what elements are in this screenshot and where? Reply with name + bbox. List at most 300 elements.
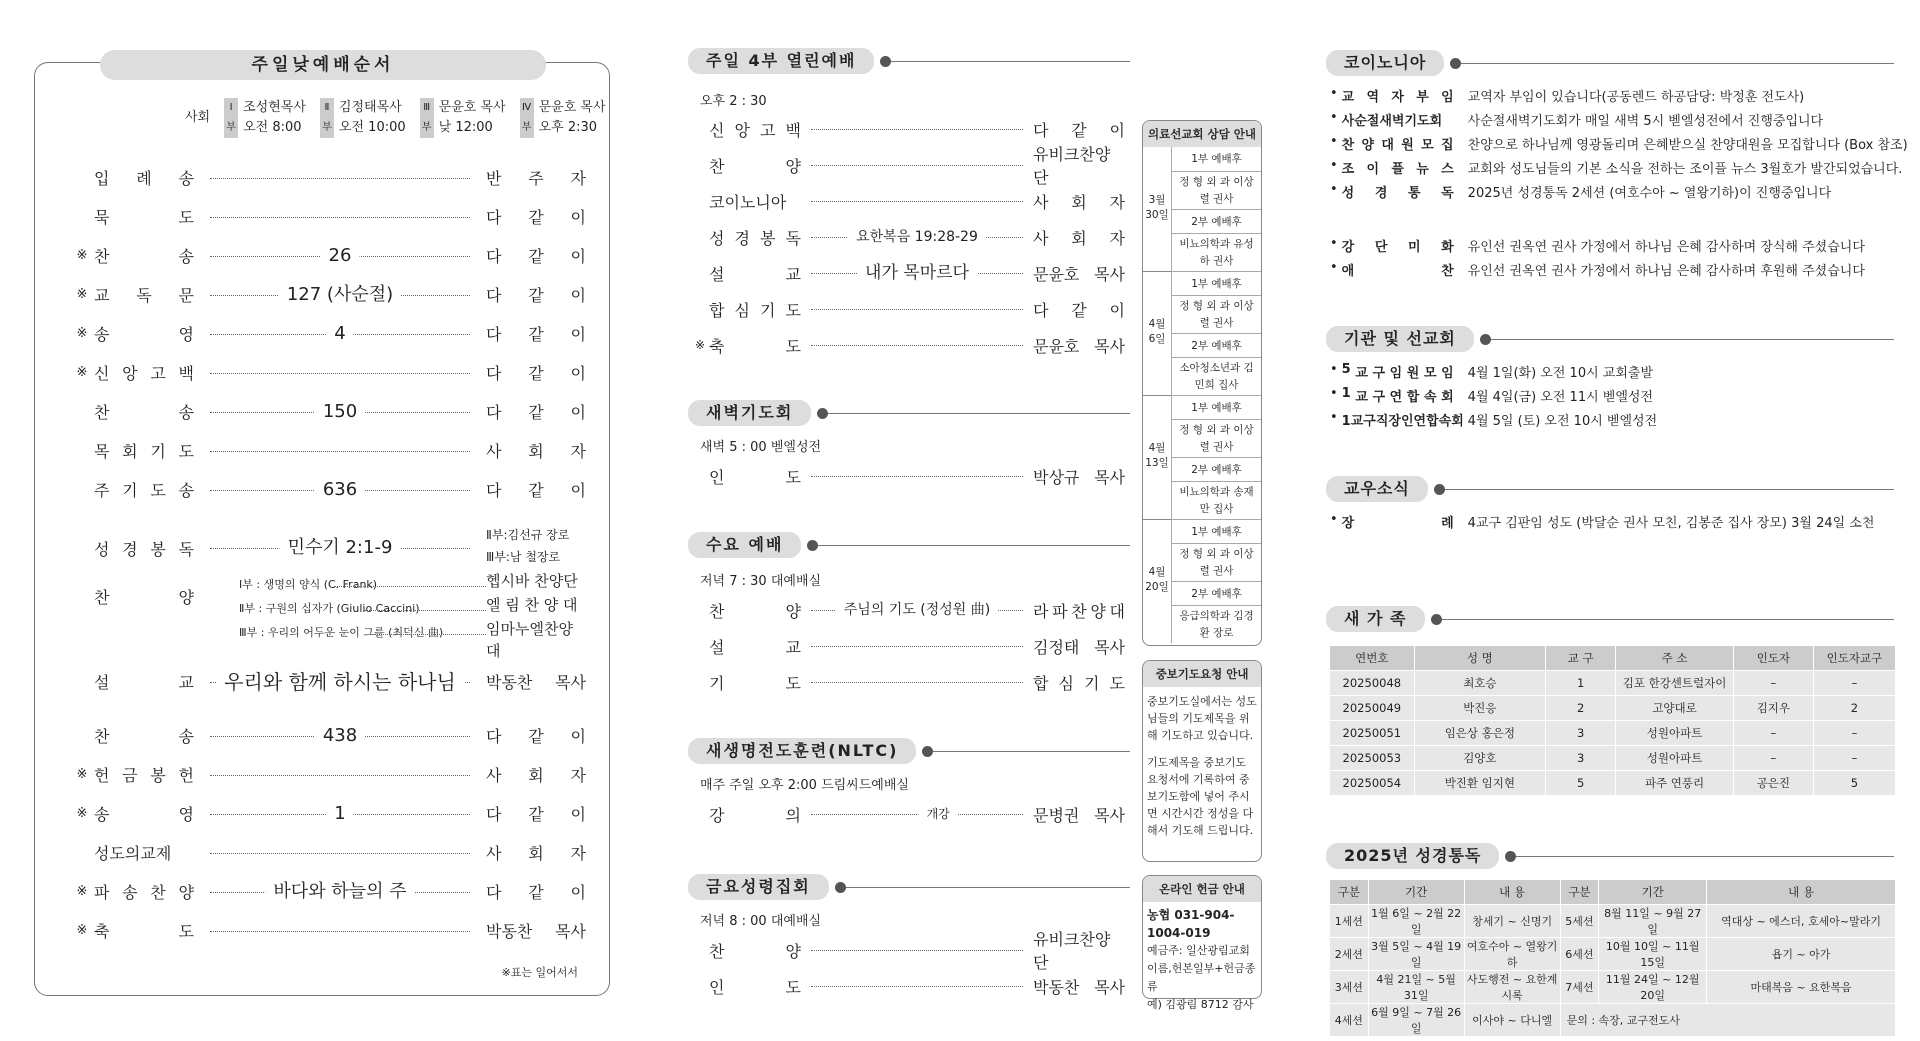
dotted-leader [811,129,1023,130]
row-performer: 박상규 목사 [1033,467,1125,487]
news-item [1330,110,1823,129]
table-cell: 파주 연풍리 [1616,771,1734,796]
row-detail: 주님의 기도 (정성원 曲) [836,600,998,620]
offering-format: 이름,헌본일부+헌금종류 [1147,962,1256,993]
newfamily-header: 새 가 족 [1326,606,1894,632]
bullet: • [1330,110,1338,125]
offering-title: 온라인 헌금 안내 [1143,876,1261,902]
counsel-entry: 비뇨의학과 유성하 권사 [1171,233,1261,271]
table-header: 인도자 [1733,646,1813,671]
table-cell: 1월 6일 ~ 2월 22일 [1368,905,1464,938]
medical-counsel-title: 의료선교회 상담 안내 [1143,121,1261,147]
counsel-date: 3월 30일 [1145,194,1169,221]
row-performer: 다 같 이 [1033,120,1125,140]
service-row [695,670,1125,694]
row-leader [811,299,1023,319]
row-label: 성도의교제 [94,844,172,863]
row-performer: 박동찬 목사 [1033,977,1125,997]
row-mark: ※ [76,923,88,938]
row-label: 찬 양 [94,588,194,607]
anthem-choir: 임마누엘찬양대 [486,620,573,660]
header-rule [846,887,1130,888]
row-leader [811,466,1023,486]
anthem-choir: 엘 림 찬 양 대 [486,596,578,614]
news-text: 찬양으로 하나님께 영광돌리며 은혜받으실 찬양대원을 모집합니다 (Box 참조) [1467,138,1908,153]
row-performer: 합 심 기 도 [1033,673,1125,693]
counsel-entry: 2부 예배후 [1171,333,1261,357]
counsel-entry: 소아청소년과 김민희 집사 [1171,357,1261,395]
bullet: • [1330,86,1338,101]
bullet: • [1330,134,1338,149]
section-time: 저녁 8 : 00 대예배실 [700,914,822,929]
row-leader [811,335,1023,355]
news-key: 1 교 구 연 합 속 회 [1341,386,1454,405]
table-row [1330,905,1896,938]
row-label: 기 도 [709,673,801,693]
table-cell: 욥기 ~ 아가 [1707,938,1896,971]
table-cell: – [1733,746,1813,771]
news-key: 성 경 통 독 [1341,186,1454,201]
row-label: 찬 양 [709,601,801,621]
medical-counsel-box [1142,120,1262,646]
row-performer: 사 회 자 [1033,192,1125,212]
dotted-leader [811,814,1023,815]
header-rule [933,751,1130,752]
row-label: 설 교 [94,673,194,692]
service-row [695,802,1125,826]
bullet: • [1330,260,1338,275]
table-cell: 20250051 [1330,721,1414,746]
row-detail: 636 [315,480,365,500]
row-performer: 다 같 이 [486,286,586,305]
news-item [1330,386,1653,405]
section-title: 금요성령집회 [688,874,829,900]
bullet: • [1330,182,1338,197]
dotted-leader [811,309,1023,310]
row-label: 성 경 봉 독 [94,539,194,559]
row-leader [811,227,1023,247]
table-row [1330,671,1896,696]
table-header: 구분 [1560,880,1599,905]
table-cell: – [1813,671,1895,696]
section-header-s5 [688,876,1130,898]
table-cell: 창세기 ~ 신명기 [1464,905,1560,938]
table-cell: 6월 9일 ~ 7월 26일 [1368,1004,1464,1037]
table-cell: 2 [1546,696,1616,721]
table-cell: 5 [1813,771,1895,796]
header-dot [835,882,846,893]
row-performer: 사 회 자 [486,766,586,785]
counsel-entry: 정 형 외 과 이상렬 권사 [1171,295,1261,333]
sunday-order-title: 주일낮예배순서 [100,50,546,80]
table-row [1330,696,1896,721]
counsel-entry: 2부 예배후 [1171,581,1261,605]
news-text: 4교구 김판임 성도 (박달순 권사 모친, 김봉준 집사 장모) 3월 24일 소천 [1467,516,1875,531]
dotted-leader [811,345,1023,346]
table-header: 내 용 [1464,880,1560,905]
table-cell: 고양대로 [1616,696,1734,721]
table-cell: 3월 5일 ~ 4월 19일 [1368,938,1464,971]
section-time: 새벽 5 : 00 벧엘성전 [700,440,822,455]
service-row [695,974,1125,998]
counsel-date: 4월 13일 [1145,442,1169,469]
row-label: 설 교 [709,264,801,284]
dotted-leader [811,201,1023,202]
anthem-choir: 헵시바 찬양단 [486,572,578,590]
table-cell: 성원아파트 [1616,721,1734,746]
header-rule [818,545,1130,546]
row-leader [811,804,1023,824]
bible-header: 2025년 성경통독 [1326,843,1894,869]
row-detail: 127 (사순절) [279,285,401,305]
row-label: 찬 송 [94,247,194,266]
service-row [695,117,1125,141]
row-performer: 다 같 이 [486,364,586,383]
row-detail: 우리와 함께 하시는 하나님 [216,672,464,692]
row-performer: 다 같 이 [486,727,586,746]
members-header: 교우소식 [1326,476,1894,502]
row-label: 입 례 송 [94,169,194,188]
section-header-s1 [688,50,1130,72]
row-detail: 민수기 2:1-9 [280,538,401,558]
row-performer: 라 파 찬 양 대 [1033,601,1125,621]
counsel-entry: 정 형 외 과 이상렬 권사 [1171,543,1261,581]
row-label: 인 도 [709,467,801,487]
row-label: 강 의 [709,805,801,825]
table-cell: 문의 : 속장, 교구전도사 [1560,1004,1895,1037]
row-performer: 유비크찬양단 [1033,930,1111,972]
row-label: 교 독 문 [94,286,194,305]
table-cell: 4월 21일 ~ 5월 31일 [1368,971,1464,1004]
bullet: • [1330,158,1338,173]
counsel-entry: 정 형 외 과 이상렬 권사 [1171,171,1261,209]
news-item [1330,86,1804,105]
bible-reading-table [1330,880,1896,1036]
row-performer: 사 회 자 [486,442,586,461]
row-detail: 바다와 하늘의 주 [265,882,414,902]
news-key: 강 단 미 화 [1341,240,1454,255]
news-key: 애 찬 [1341,264,1454,279]
service-row [695,598,1125,622]
reader-2: Ⅱ부:김선규 장로 [486,528,570,542]
row-detail: 150 [315,402,365,422]
table-cell: 사도행전 ~ 요한계시록 [1464,971,1560,1004]
intercession-box [1142,660,1262,862]
news-item [1330,410,1657,429]
row-mark: ※ [76,287,88,302]
service-row [695,145,1125,187]
row-mark: ※ [76,806,88,821]
table-cell: 3세션 [1330,971,1368,1004]
row-label: 합 심 기 도 [709,300,801,320]
row-performer: 다 같 이 [486,805,586,824]
counsel-date: 4월 6일 [1148,318,1166,345]
table-cell: 2 [1813,696,1895,721]
news-text: 사순절새벽기도회가 매일 새벽 5시 벧엘성전에서 진행중입니다 [1467,114,1824,129]
table-row [1330,721,1896,746]
table-cell: 5세션 [1560,905,1599,938]
news-text: 교역자 부임이 있습니다(공동렌드 하공담당: 박정훈 전도사) [1467,90,1805,105]
row-label: 찬 양 [709,156,801,176]
row-performer: 김정태 목사 [1033,637,1125,657]
table-header: 기간 [1599,880,1707,905]
table-cell: 5 [1546,771,1616,796]
row-performer: 박동찬 목사 [486,673,586,692]
row-label: 인 도 [709,977,801,997]
row-performer: 다 같 이 [1033,300,1125,320]
row-mark: ※ [76,365,88,380]
table-cell: 김양호 [1414,746,1545,771]
row-leader [811,263,1023,283]
counsel-date: 4월 20일 [1145,566,1169,593]
section-time: 오후 2 : 30 [700,94,767,109]
dotted-leader [811,950,1023,951]
section-header-s4 [688,740,1130,762]
table-header: 내 용 [1707,880,1896,905]
row-leader [811,600,1023,620]
row-label: 신 앙 고 백 [94,364,194,383]
footnote: ※표는 일어서서 [501,966,578,979]
row-label: 파 송 찬 양 [94,883,194,902]
koinonia-header: 코이노니아 [1326,50,1894,76]
row-label: 목 회 기 도 [94,442,194,461]
intercession-p1: 중보기도실에서는 성도님들의 기도제목을 위해 기도하고 있습니다. [1147,695,1257,742]
reader-3: Ⅲ부:남 철장로 [486,550,561,564]
table-header: 교 구 [1546,646,1616,671]
table-cell: 2세션 [1330,938,1368,971]
row-detail: 내가 목마르다 [857,263,977,283]
table-header: 주 소 [1616,646,1734,671]
table-cell: 성원아파트 [1616,746,1734,771]
section-title: 수요 예배 [688,532,801,558]
service-row [695,634,1125,658]
news-key: 찬 양 대 원 모 집 [1341,138,1454,153]
section-time: 저녁 7 : 30 대예배실 [700,574,822,589]
anthem-title: Ⅰ부 : 생명의 양식 (C. Frank) [239,578,378,591]
news-item [1330,158,1902,177]
table-header: 구분 [1330,880,1368,905]
table-cell: 박진환 임지현 [1414,771,1545,796]
row-mark: ※ [76,248,88,263]
news-key: 5 교 구 임 원 모 임 [1341,362,1454,381]
bullet: • [1330,362,1338,377]
section-title: 주일 4부 열린예배 [688,48,874,74]
row-mark: ※ [76,884,88,899]
row-leader [811,119,1023,139]
row-label: 성 경 봉 독 [709,228,801,248]
table-cell: 8월 11일 ~ 9월 27일 [1599,905,1707,938]
row-label: 찬 송 [94,403,194,422]
row-leader [811,636,1023,656]
table-cell: 20250054 [1330,771,1414,796]
table-cell: 10월 10일 ~ 11월 15일 [1599,938,1707,971]
row-performer: 문윤호 목사 [1033,264,1125,284]
table-cell: 20250053 [1330,746,1414,771]
row-leader [811,976,1023,996]
table-cell: – [1813,746,1895,771]
table-cell: – [1813,721,1895,746]
row-label: 축 도 [709,336,801,356]
row-label: 찬 송 [94,727,194,746]
row-label: 신 앙 고 백 [709,120,801,140]
news-key: 조 이 플 뉴 스 [1341,162,1454,177]
table-cell: 3 [1546,721,1616,746]
row-performer: 사 회 자 [486,844,586,863]
row-performer: 다 같 이 [486,208,586,227]
news-key: 사순절새벽기도회 [1341,114,1443,129]
news-text: 유인선 권옥연 권사 가정에서 하나님 은혜 감사하며 후원해 주셨습니다 [1467,264,1865,279]
row-mark: ※ [695,338,706,352]
offering-holder: 예금주: 일산광림교회 [1147,944,1250,957]
table-cell: 최호승 [1414,671,1545,696]
row-performer: 사 회 자 [1033,228,1125,248]
row-performer: 다 같 이 [486,481,586,500]
header-dot [922,746,933,757]
intercession-title: 중보기도요청 안내 [1143,661,1261,687]
table-header: 연번호 [1330,646,1414,671]
row-performer: 문병권 목사 [1033,805,1125,825]
section-time: 매주 주일 오후 2:00 드림씨드예배실 [700,778,909,793]
row-label: 코이노니아 [709,192,787,212]
counsel-entry: 1부 예배후 [1171,271,1261,295]
header-rule [891,61,1130,62]
table-row [1330,938,1896,971]
service-row [695,189,1125,213]
bullet: • [1330,512,1338,527]
row-mark: ※ [76,767,88,782]
dotted-leader [811,986,1023,987]
news-item [1330,236,1865,255]
anthem-title: Ⅱ부 : 구원의 십자가 (Giulio Caccini) [239,602,420,615]
row-performer: 다 같 이 [486,403,586,422]
officiant-4: Ⅳ 부 문윤호 목사 오후 2:30 [520,98,606,138]
row-label: 헌 금 봉 헌 [94,766,194,785]
header-dot [807,540,818,551]
newfamily-table [1330,646,1896,795]
anthem-title: Ⅲ부 : 우리의 어두운 눈이 그를 (최덕신 曲) [239,626,444,639]
news-text: 4월 1일(화) 오전 10시 교회출발 [1467,366,1654,381]
section-title: 새벽기도회 [688,400,811,426]
news-text: 4월 5일 (토) 오전 10시 벧엘성전 [1467,414,1658,429]
table-cell: – [1733,721,1813,746]
table-cell: 여호수아 ~ 열왕기하 [1464,938,1560,971]
news-item [1330,362,1653,381]
table-cell: 1 [1546,671,1616,696]
row-leader [811,940,1023,960]
officiant-2: Ⅱ 부 김정태목사 오전 10:00 [320,98,406,138]
header-dot [880,56,891,67]
service-row [695,225,1125,249]
service-row [695,930,1125,972]
table-cell: 4세션 [1330,1004,1368,1037]
offering-account: 농협 031-904-1004-019 [1147,908,1235,940]
news-text: 유인선 권옥연 권사 가정에서 하나님 은혜 감사하며 장식해 주셨습니다 [1467,240,1865,255]
row-leader [811,191,1023,211]
row-leader [811,155,1023,175]
counsel-entry: 1부 예배후 [1171,519,1261,543]
news-key: 교 역 자 부 임 [1341,90,1454,105]
table-cell: 1세션 [1330,905,1368,938]
header-rule [828,413,1130,414]
table-row [1330,746,1896,771]
table-cell: 역대상 ~ 에스더, 호세아~말라기 [1707,905,1896,938]
dotted-leader [811,682,1023,683]
row-label: 송 영 [94,805,194,824]
row-performer: 반 주 자 [486,169,586,188]
row-performer: 다 같 이 [486,325,586,344]
service-row [695,464,1125,488]
news-item [1330,512,1874,531]
news-item [1330,182,1831,201]
row-leader [811,672,1023,692]
offering-box [1142,875,1262,1011]
row-label: 찬 양 [709,941,801,961]
row-label: 축 도 [94,922,194,941]
officiant-label: 사회 [185,110,211,125]
header-dot [817,408,828,419]
table-cell: 20250049 [1330,696,1414,721]
news-text: 교회와 성도님들의 기본 소식을 전하는 조이플 뉴스 3월호가 발간되었습니다. [1467,162,1903,177]
bullet: • [1330,386,1338,401]
table-cell: 11월 24일 ~ 12월 20일 [1599,971,1707,1004]
service-row [695,261,1125,285]
row-performer: 문윤호 목사 [1033,336,1125,356]
bullet: • [1330,410,1338,425]
table-cell: 김포 한강센트럴자이 [1616,671,1734,696]
table-cell: 임은상 홍은정 [1414,721,1545,746]
counsel-entry: 정 형 외 과 이상렬 권사 [1171,419,1261,457]
counsel-entry: 2부 예배후 [1171,209,1261,233]
news-text: 2025년 성경통독 2세션 (여호수아 ~ 열왕기하)이 진행중입니다 [1467,186,1832,201]
row-label: 주 기 도 송 [94,481,194,500]
table-cell: 마태복음 ~ 요한복음 [1707,971,1896,1004]
table-cell: 김지우 [1733,696,1813,721]
row-detail: 개강 [919,804,958,824]
row-performer: 다 같 이 [486,247,586,266]
bullet: • [1330,236,1338,251]
news-item [1330,260,1865,279]
table-header: 기간 [1368,880,1464,905]
section-header-s3 [688,534,1130,556]
table-cell: 이사야 ~ 다니엘 [1464,1004,1560,1037]
row-performer: 유비크찬양단 [1033,145,1111,187]
table-cell: 박진응 [1414,696,1545,721]
news-key: 장 례 [1341,516,1454,531]
counsel-entry: 1부 예배후 [1171,395,1261,419]
service-row [695,297,1125,321]
offering-example: 예) 김광림 8712 감사 [1147,998,1254,1011]
counsel-entry: 1부 예배후 [1171,147,1261,171]
table-cell: 공은진 [1733,771,1813,796]
table-cell: 6세션 [1560,938,1599,971]
counsel-entry: 2부 예배후 [1171,457,1261,481]
table-row [1330,1004,1896,1037]
officiant-1: Ⅰ 부 조성현목사 오전 8:00 [224,98,306,138]
dotted-leader [811,646,1023,647]
news-item [1330,134,1908,153]
table-row [1330,971,1896,1004]
row-detail: 요한복음 19:28-29 [848,227,986,247]
table-header: 성 명 [1414,646,1545,671]
row-label: 묵 도 [94,208,194,227]
row-mark: ※ [76,326,88,341]
row-performer: 다 같 이 [486,883,586,902]
news-text: 4월 4일(금) 오전 11시 벧엘성전 [1467,390,1654,405]
officiant-3: Ⅲ 부 문윤호 목사 낮 12:00 [420,98,506,138]
counsel-entry: 응급의학과 김경환 장로 [1171,605,1261,643]
section-header-s2 [688,402,1130,424]
table-cell: 20250048 [1330,671,1414,696]
